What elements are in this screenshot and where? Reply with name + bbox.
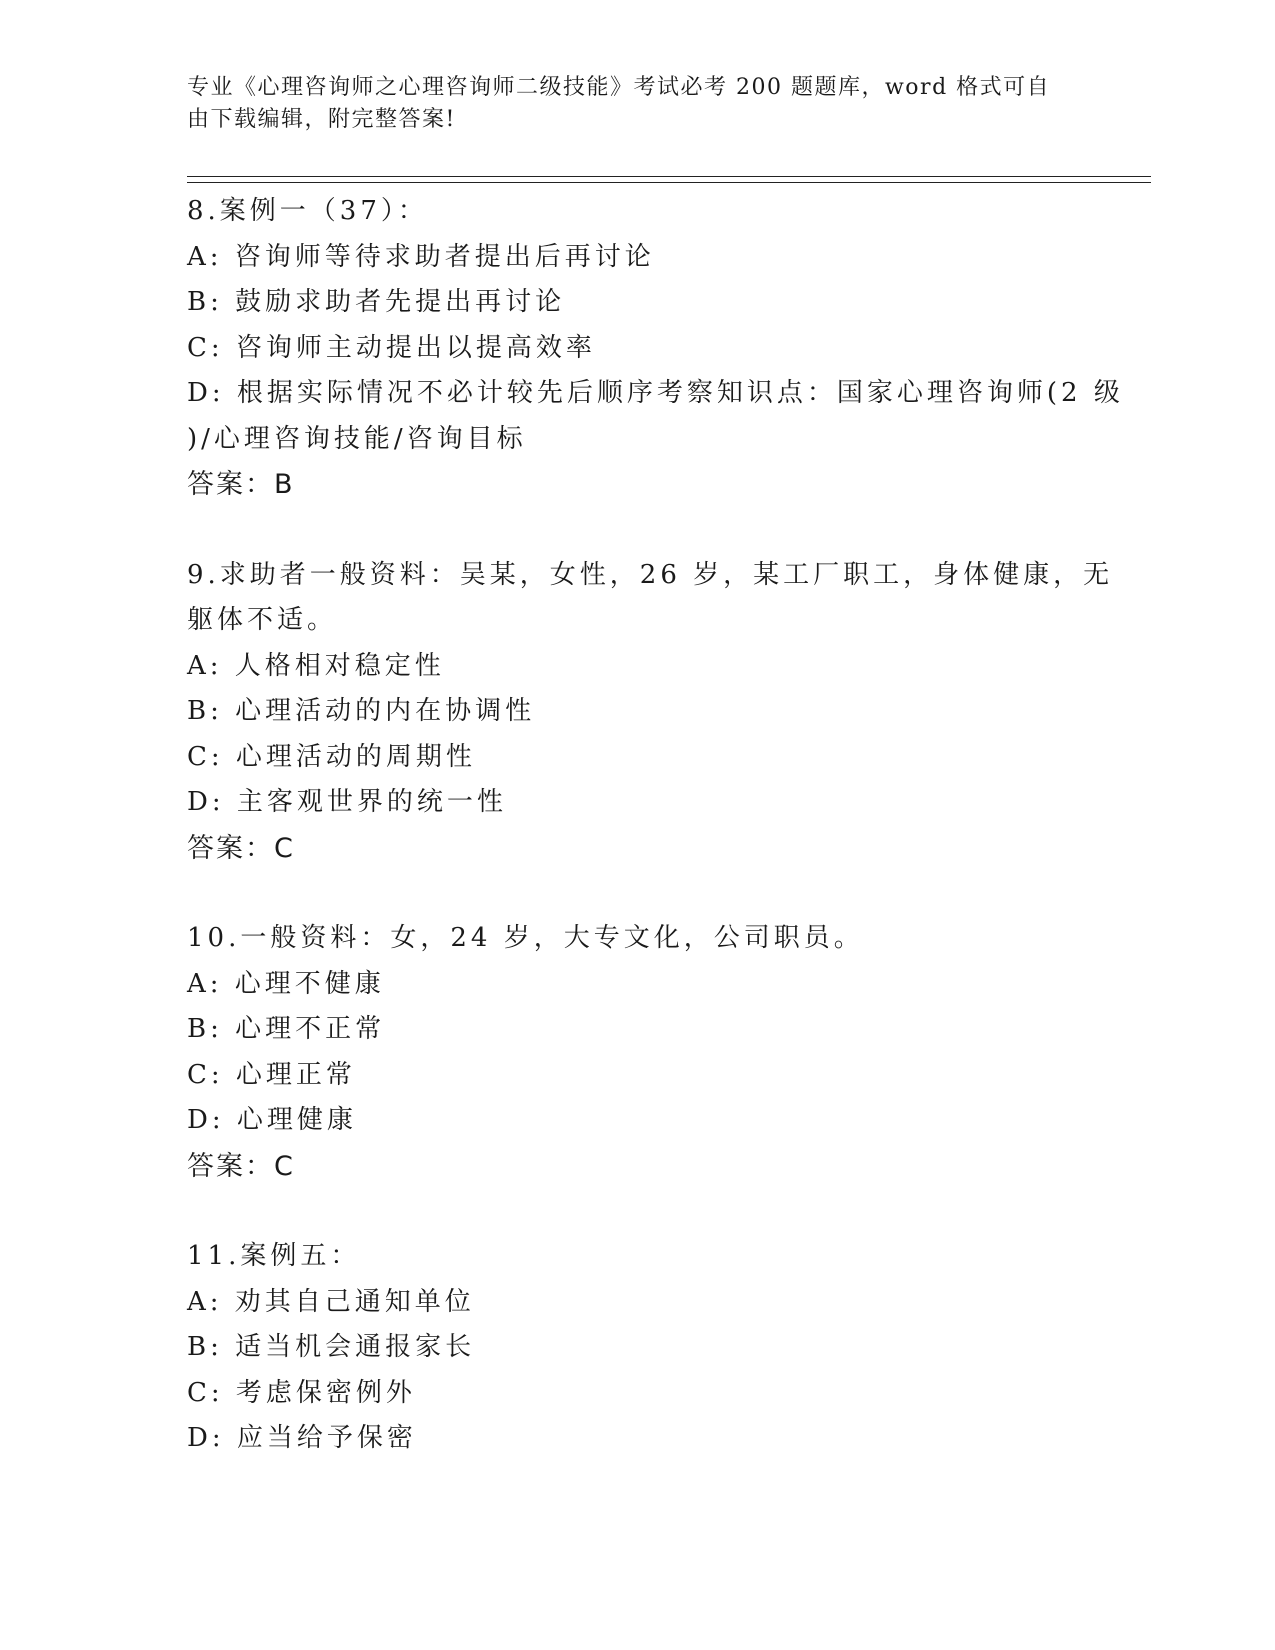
header-line-2: 由下载编辑，附完整答案! [187, 107, 456, 132]
option-d: D: 应当给予保密 [187, 1423, 417, 1453]
question-block [187, 553, 1114, 872]
question-stem: 11.案例五： [187, 1241, 361, 1271]
question-block [187, 916, 1087, 1189]
question-stem: 8.案例一（37）： [187, 196, 428, 226]
question-spacer [187, 871, 1087, 916]
header-divider-top [187, 176, 1151, 177]
option-a: A: 劝其自己通知单位 [187, 1286, 475, 1317]
option-d: D: 主客观世界的统一性 [187, 787, 507, 817]
question-stem: 10.一般资料：女，24 岁，大专文化，公司职员。 [187, 923, 864, 953]
option-a: A: 人格相对稳定性 [187, 650, 445, 681]
option-a: A: 咨询师等待求助者提出后再讨论 [187, 241, 655, 272]
option-c: C: 心理活动的周期性 [187, 741, 476, 772]
option-a: A: 心理不健康 [187, 968, 385, 999]
option-b: B: 鼓励求助者先提出再讨论 [187, 287, 566, 317]
question-stem: 9.求助者一般资料：吴某，女性，26 岁，某工厂职工，身体健康，无 [187, 559, 1114, 590]
header-line-1: 专业《心理咨询师之心理咨询师二级技能》考试必考 200 题题库，word 格式可自 [187, 75, 1051, 100]
option-c: C: 咨询师主动提出以提高效率 [187, 332, 596, 363]
document-header [187, 72, 1067, 136]
answer-text: 答案：B [187, 469, 295, 500]
option-d: D: 心理健康 [187, 1105, 357, 1135]
option-b: B: 适当机会通报家长 [187, 1332, 476, 1362]
option-c: C: 考虑保密例外 [187, 1377, 416, 1408]
option-d: D: 根据实际情况不必计较先后顺序考察知识点：国家心理咨询师(2 级 [187, 378, 1124, 408]
option-b: B: 心理活动的内在协调性 [187, 696, 536, 726]
option-d-continuation: )/心理咨询技能/咨询目标 [187, 423, 527, 454]
question-spacer [187, 508, 1087, 553]
question-spacer [187, 1189, 1087, 1234]
question-block [187, 1234, 1087, 1462]
answer-text: 答案：C [187, 832, 295, 864]
question-list [187, 189, 1124, 1462]
question-block [187, 189, 1124, 508]
question-stem-continuation: 躯体不适。 [187, 605, 338, 635]
option-c: C: 心理正常 [187, 1059, 356, 1090]
header-divider-bottom [187, 182, 1151, 183]
answer-text: 答案：C [187, 1150, 295, 1182]
option-b: B: 心理不正常 [187, 1014, 386, 1044]
